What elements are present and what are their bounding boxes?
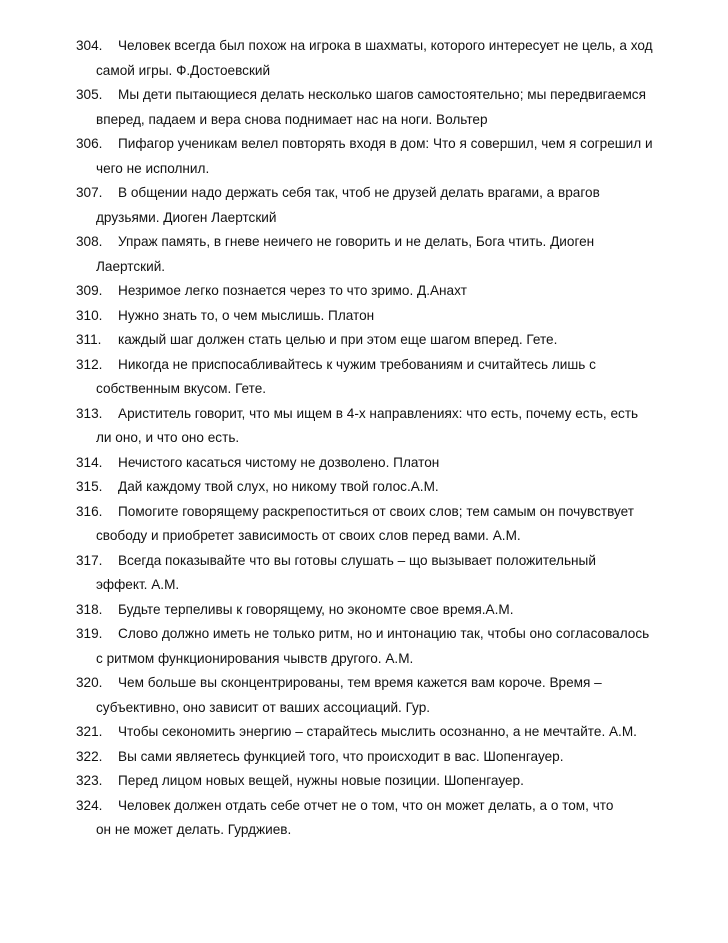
item-number: 308. — [76, 234, 103, 249]
item-text-continuation: субъективно, оно зависит от ваших ассоциаций. Гур. — [96, 699, 431, 715]
item-text-line: Чем больше вы сконцентрированы, тем время кажется вам короче. Время – — [118, 675, 602, 690]
list-item — [76, 353, 716, 402]
item-number: 313. — [76, 405, 103, 421]
list-item — [76, 549, 716, 598]
list-item — [76, 500, 716, 549]
item-number: 318. — [76, 601, 103, 617]
item-text-continuation: самой игры. Ф.Достоевский — [96, 62, 271, 78]
item-number: 324. — [76, 797, 103, 813]
item-text-line: Слово должно иметь не только ритм, но и интонацию так, чтобы оно согласовалось — [118, 626, 650, 641]
item-text-line: Дай каждому твой слух, но никому твой голос.А.М. — [118, 479, 439, 494]
item-number: 319. — [76, 626, 103, 641]
item-number: 321. — [76, 724, 103, 739]
list-item — [76, 230, 716, 279]
list-item — [76, 402, 716, 451]
item-number: 320. — [76, 675, 103, 690]
item-text-line: Человек должен отдать себе отчет не о том, что он может делать, а о том, что — [118, 797, 614, 813]
item-text-continuation: собственным вкусом. Гете. — [96, 381, 267, 396]
list-item — [76, 304, 716, 329]
item-text-line: Перед лицом новых вещей, нужны новые позиции. Шопенгауер. — [118, 773, 524, 788]
item-text-line: Человек всегда был похож на игрока в шахматы, которого интересует не цель, а ход — [118, 38, 653, 53]
list-item — [76, 132, 716, 181]
list-item — [76, 769, 716, 794]
item-number: 314. — [76, 454, 103, 470]
item-text-line: Всегда показывайте что вы готовы слушать – що вызывает положительный — [118, 552, 596, 568]
item-number: 307. — [76, 185, 103, 200]
item-text-continuation: Лаертский. — [96, 258, 166, 274]
item-text-line: Нечистого касаться чистому не дозволено. Платон — [118, 454, 440, 470]
item-number: 322. — [76, 748, 103, 764]
item-text-continuation: ли оно, и что оно есть. — [96, 430, 240, 445]
item-number: 312. — [76, 356, 103, 372]
item-text-line: Ариститель говорит, что мы ищем в 4-х направлениях: что есть, почему есть, есть — [118, 405, 639, 421]
item-number: 310. — [76, 307, 103, 323]
list-item — [76, 745, 716, 770]
list-item — [76, 279, 716, 304]
list-item — [76, 328, 716, 353]
item-text-line: В общении надо держать себя так, чтоб не друзей делать врагами, а врагов — [118, 185, 600, 200]
item-text-continuation: чего не исполнил. — [96, 160, 210, 176]
item-text-continuation: свободу и приобретет зависимость от своих слов перед вами. А.М. — [96, 528, 521, 543]
item-text-continuation: с ритмом функционирования чывств другого. А.М. — [96, 650, 414, 666]
item-number: 317. — [76, 552, 103, 568]
item-text-continuation: он не может делать. Гурджиев. — [96, 822, 292, 837]
item-text-line: Пифагор ученикам велел повторять входя в дом: Что я совершил, чем я согрешил и — [118, 136, 653, 151]
list-item — [76, 720, 716, 745]
item-text-continuation: эффект. А.М. — [96, 577, 180, 592]
list-item — [76, 83, 716, 132]
item-text-line: Помогите говорящему раскрепоститься от своих слов; тем самым он почувствует — [118, 503, 635, 519]
list-item — [76, 598, 716, 623]
item-text-continuation: друзьями. Диоген Лаертский — [96, 209, 277, 225]
item-text-line: Вы сами являетесь функцией того, что происходит в вас. Шопенгауер. — [118, 748, 564, 764]
list-item — [76, 451, 716, 476]
item-number: 304. — [76, 38, 103, 53]
list-item — [76, 181, 716, 230]
list-item — [76, 475, 716, 500]
item-number: 316. — [76, 503, 103, 519]
item-number: 305. — [76, 87, 103, 102]
item-number: 311. — [76, 332, 102, 347]
item-text-continuation: вперед, падаем и вера снова поднимает нас на ноги. Вольтер — [96, 111, 488, 127]
document-page — [76, 34, 716, 843]
item-text-line: Нужно знать то, о чем мыслишь. Платон — [118, 307, 375, 323]
item-number: 323. — [76, 773, 103, 788]
item-text-line: Чтобы секономить энергию – старайтесь мыслить осознанно, а не мечтайте. А.М. — [118, 724, 637, 739]
item-text-line: Никогда не приспосабливайтесь к чужим требованиям и считайтесь лишь с — [118, 356, 596, 372]
list-item — [76, 671, 716, 720]
item-text-line: каждый шаг должен стать целью и при этом еще шагом вперед. Гете. — [118, 332, 558, 347]
item-text-line: Будьте терпеливы к говорящему, но экономте свое время.А.М. — [118, 601, 514, 617]
item-text-line: Незримое легко познается через то что зримо. Д.Анахт — [118, 283, 467, 298]
list-item — [76, 622, 716, 671]
item-number: 309. — [76, 283, 103, 298]
item-number: 306. — [76, 136, 103, 151]
item-number: 315. — [76, 479, 103, 494]
item-text-line: Упраж память, в гневе неичего не говорить и не делать, Бога чтить. Диоген — [118, 234, 595, 249]
item-text-line: Мы дети пытающиеся делать несколько шагов самостоятельно; мы передвигаемся — [118, 87, 646, 102]
list-item — [76, 794, 716, 843]
list-item — [76, 34, 716, 83]
